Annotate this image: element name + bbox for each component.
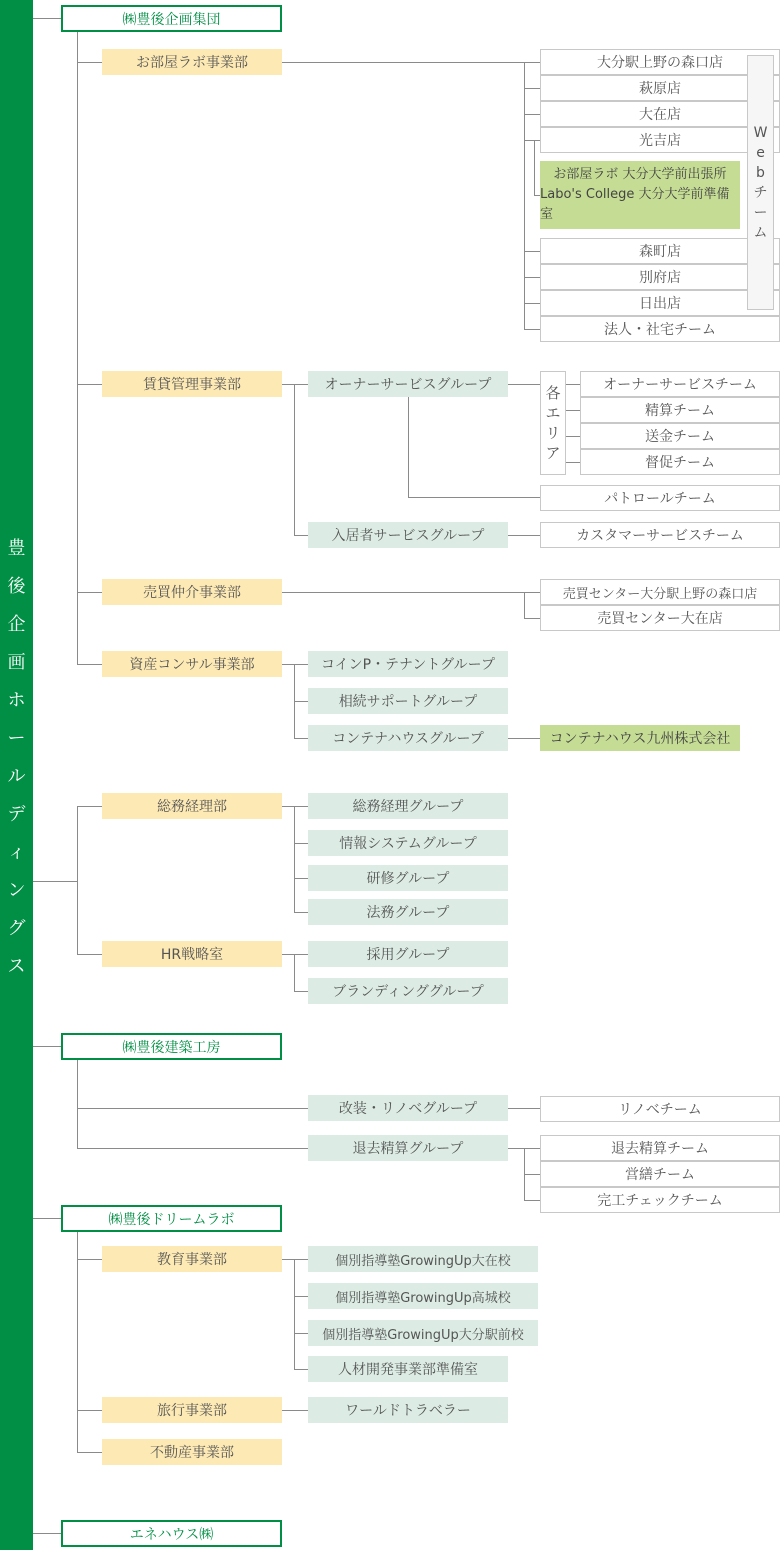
- holdings-title: [0, 530, 33, 986]
- holdings-char: 豊: [7, 538, 26, 559]
- kyouiku-group: 個別指導塾GrowingUp大在校: [308, 1246, 538, 1272]
- store-item: 萩原店: [540, 75, 780, 101]
- area-label: [540, 371, 566, 475]
- holdings-char: ィ: [7, 842, 26, 863]
- company-bungo-dream: ㈱豊後ドリームラボ: [61, 1205, 282, 1232]
- baibai-center: 売買センター大在店: [540, 605, 780, 631]
- store-item: 大在店: [540, 101, 780, 127]
- web-team-char: e: [756, 144, 765, 161]
- kyouiku-group: 個別指導塾GrowingUp大分駅前校: [308, 1320, 538, 1346]
- branch-office: [540, 161, 740, 229]
- exit-team-item: 完工チェックチーム: [540, 1187, 780, 1213]
- customer-team: カスタマーサービスチーム: [540, 522, 780, 548]
- soumu-group: 法務グループ: [308, 899, 508, 925]
- kyouiku-group: 個別指導塾GrowingUp高城校: [308, 1283, 538, 1309]
- holdings-char: 画: [7, 652, 26, 673]
- store-item: 森町店: [540, 238, 780, 264]
- web-team-label: [747, 55, 774, 310]
- hr-group: ブランディンググループ: [308, 978, 508, 1004]
- owner-team-item: 送金チーム: [580, 423, 780, 449]
- division-baibai: 売買仲介事業部: [102, 579, 282, 605]
- renovation-team: リノベチーム: [540, 1096, 780, 1122]
- division-fudousan: 不動産事業部: [102, 1439, 282, 1465]
- branch-office-line2: Labo's College 大分大学前準備室: [540, 187, 730, 222]
- web-team-char: b: [756, 164, 765, 181]
- area-label-char: リ: [545, 424, 561, 442]
- division-heya-labo: お部屋ラボ事業部: [102, 49, 282, 75]
- owner-team-item: 精算チーム: [580, 397, 780, 423]
- kyouiku-group: 人材開発事業部準備室: [308, 1356, 508, 1382]
- corporate-team: 法人・社宅チーム: [540, 316, 780, 342]
- holdings-char: ン: [7, 880, 26, 901]
- shisan-group: コンテナハウスグループ: [308, 725, 508, 751]
- store-item: 別府店: [540, 264, 780, 290]
- holdings-char: グ: [7, 918, 26, 939]
- area-label-char: ア: [545, 444, 561, 462]
- group-renovation: 改装・リノベグループ: [308, 1095, 508, 1121]
- web-team-char: W: [753, 124, 768, 141]
- holdings-char: 企: [7, 614, 26, 635]
- web-team-char: チ: [753, 184, 768, 201]
- group-owner-service: オーナーサービスグループ: [308, 371, 508, 397]
- exit-team-item: 営繕チーム: [540, 1161, 780, 1187]
- baibai-center: 売買センター大分駅上野の森口店: [540, 579, 780, 605]
- web-team-char: ム: [753, 224, 768, 241]
- company-bungo-kenchiku: ㈱豊後建築工房: [61, 1033, 282, 1060]
- area-label-char: 各: [545, 384, 561, 402]
- holdings-char: ス: [7, 956, 26, 977]
- store-item: 大分駅上野の森口店: [540, 49, 780, 75]
- store-item: 光吉店: [540, 127, 780, 153]
- division-soumu: 総務経理部: [102, 793, 282, 819]
- shisan-group: コインP・テナントグループ: [308, 651, 508, 677]
- division-ryokou: 旅行事業部: [102, 1397, 282, 1423]
- exit-team-item: 退去精算チーム: [540, 1135, 780, 1161]
- company-bungo-kikaku: ㈱豊後企画集団: [61, 5, 282, 32]
- group-exit-settlement: 退去精算グループ: [308, 1135, 508, 1161]
- division-chintai: 賃貸管理事業部: [102, 371, 282, 397]
- group-resident-service: 入居者サービスグループ: [308, 522, 508, 548]
- container-company: コンテナハウス九州株式会社: [540, 725, 740, 751]
- hr-group: 採用グループ: [308, 941, 508, 967]
- travel-group: ワールドトラベラー: [308, 1397, 508, 1423]
- holdings-char: 後: [7, 576, 26, 597]
- soumu-group: 総務経理グループ: [308, 793, 508, 819]
- soumu-group: 情報システムグループ: [308, 830, 508, 856]
- web-team-char: ー: [753, 204, 768, 221]
- store-item: 日出店: [540, 290, 780, 316]
- shisan-group: 相続サポートグループ: [308, 688, 508, 714]
- holdings-char: ー: [7, 728, 26, 749]
- holdings-char: ホ: [7, 690, 26, 711]
- holdings-char: デ: [7, 804, 26, 825]
- patrol-team: パトロールチーム: [540, 485, 780, 511]
- branch-office-line1: お部屋ラボ 大分大学前出張所: [553, 167, 727, 182]
- owner-team-item: 督促チーム: [580, 449, 780, 475]
- company-enehouse: エネハウス㈱: [61, 1520, 282, 1547]
- division-kyouiku: 教育事業部: [102, 1246, 282, 1272]
- area-label-char: エ: [545, 404, 561, 422]
- soumu-group: 研修グループ: [308, 865, 508, 891]
- owner-team-item: オーナーサービスチーム: [580, 371, 780, 397]
- holdings-char: ル: [7, 766, 26, 787]
- division-hr: HR戦略室: [102, 941, 282, 967]
- division-shisan: 資産コンサル事業部: [102, 651, 282, 677]
